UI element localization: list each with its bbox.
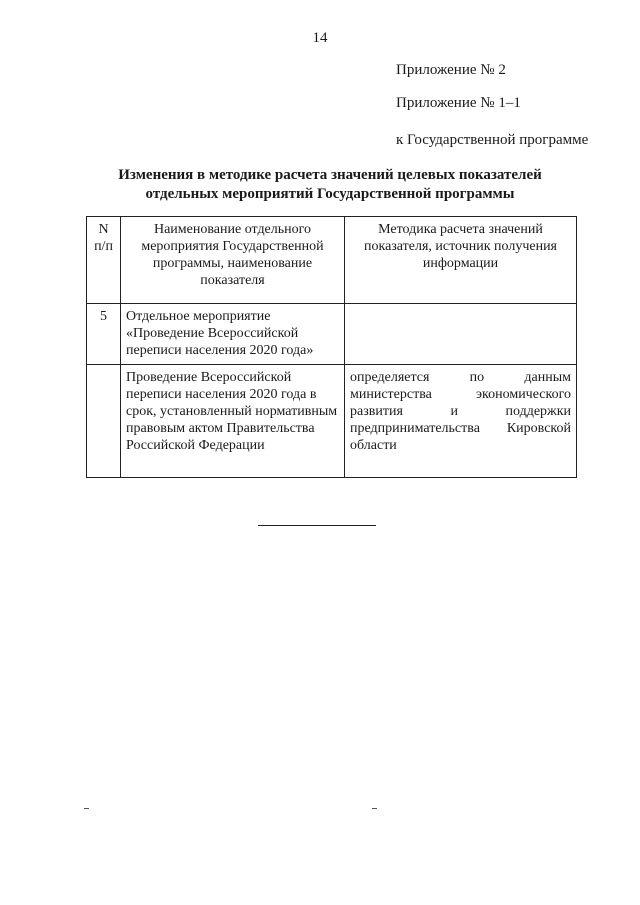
cell-name: Отдельное мероприятие «Проведение Всероссийской переписи населения 2020 года»	[121, 304, 345, 365]
cell-number: 5	[87, 304, 121, 365]
appendix-label: Приложение № 2	[396, 62, 506, 78]
closing-separator-line	[258, 525, 376, 526]
cell-name: Проведение Всероссийской переписи населения 2020 года в срок, установленный нормативным правовым актом Правительства Российской Федерации	[121, 365, 345, 478]
table-row	[87, 304, 577, 365]
document-title	[60, 166, 600, 204]
table-header-row	[87, 217, 577, 304]
scan-speck	[372, 808, 377, 809]
scan-speck	[84, 808, 89, 809]
document-title-line-1: Изменения в методике расчета значений целевых показателей	[118, 167, 542, 183]
appendix-reference: к Государственной программе	[396, 132, 589, 148]
methodology-table	[86, 216, 577, 478]
header-method: Методика расчета значений показателя, источник получения информации	[345, 217, 577, 304]
appendix-sub-label: Приложение № 1–1	[396, 95, 521, 111]
page-number: 14	[312, 30, 328, 46]
cell-method: определяется по данным министерства экономического развития и поддержки предпринимательства Кировской области	[345, 365, 577, 478]
cell-number	[87, 365, 121, 478]
table-row	[87, 365, 577, 478]
header-number: N п/п	[87, 217, 121, 304]
document-title-line-2: отдельных мероприятий Государственной программы	[145, 186, 515, 202]
cell-method	[345, 304, 577, 365]
header-name: Наименование отдельного мероприятия Государственной программы, наименование показателя	[121, 217, 345, 304]
